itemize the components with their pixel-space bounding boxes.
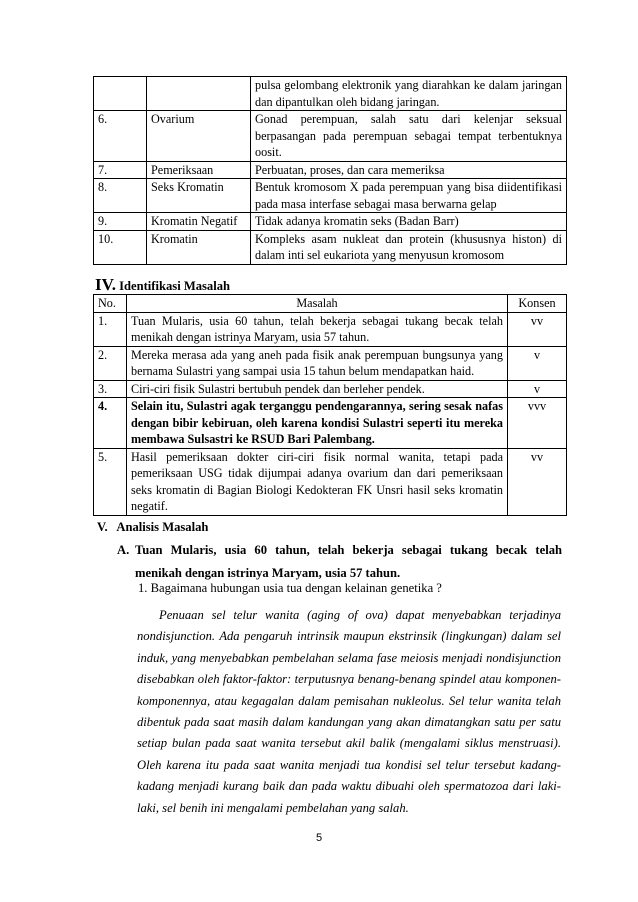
table-row (94, 448, 567, 515)
glossary-definition: pulsa gelombang elektronik yang diarahkan ke dalam jaringan dan dipantulkan oleh bidang jaringan. (251, 77, 567, 111)
glossary-no: 10. (94, 230, 147, 264)
column-header-masalah: Masalah (127, 295, 508, 313)
problem-konsen: v (508, 346, 567, 380)
glossary-definition: Gonad perempuan, salah satu dari kelenjar seksual berpasangan pada perempuan sebagai tempat terbentuknya oosit. (251, 111, 567, 162)
problem-konsen: vv (508, 448, 567, 515)
section-heading-identifikasi (95, 275, 230, 295)
problem-no: 3. (94, 380, 127, 398)
glossary-term: Seks Kromatin (147, 179, 251, 213)
glossary-definition: Perbuatan, proses, dan cara memeriksa (251, 161, 567, 179)
glossary-definition: Tidak adanya kromatin seks (Badan Barr) (251, 213, 567, 231)
table-header-row (94, 295, 567, 313)
table-row (94, 179, 567, 213)
problem-text: Mereka merasa ada yang aneh pada fisik anak perempuan bungsunya yang bernama Sulastri yang sampai usia 15 tahun belum mendapatkan haid. (127, 346, 508, 380)
column-header-no: No. (94, 295, 127, 313)
problem-text: Selain itu, Sulastri agak terganggu pendengarannya, sering sesak nafas dengan bibir kebiruan, oleh karena kondisi Sulastri seperti itu mereka membawa Sulsastri ke RSUD Bari Palembang. (127, 398, 508, 449)
problem-no: 5. (94, 448, 127, 515)
section-heading-analisis: V. Analisis Masalah (97, 520, 209, 534)
glossary-definition: Kompleks asam nukleat dan protein (khususnya histon) di dalam inti sel eukariota yang menyusun kromosom (251, 230, 567, 264)
table-row (94, 312, 567, 346)
glossary-term: Kromatin (147, 230, 251, 264)
table-row (94, 213, 567, 231)
problem-konsen: v (508, 380, 567, 398)
problem-text: Ciri-ciri fisik Sulastri bertubuh pendek dan berleher pendek. (127, 380, 508, 398)
glossary-term (147, 77, 251, 111)
glossary-no: 6. (94, 111, 147, 162)
glossary-no: 7. (94, 161, 147, 179)
problem-konsen: vvv (508, 398, 567, 449)
problems-table (93, 294, 567, 516)
table-row (94, 398, 567, 449)
section-title: Identifikasi Masalah (119, 279, 231, 293)
glossary-term: Ovarium (147, 111, 251, 162)
table-row (94, 230, 567, 264)
question-1: 1. Bagaimana hubungan usia tua dengan kelainan genetika ? (138, 581, 442, 595)
page-number: 5 (315, 832, 323, 844)
table-row (94, 380, 567, 398)
subsection-title: Tuan Mularis, usia 60 tahun, telah bekerja sebagai tukang becak telah menikah dengan istrinya Maryam, usia 57 tahun. (135, 543, 562, 580)
problem-no: 1. (94, 312, 127, 346)
glossary-no: 9. (94, 213, 147, 231)
problem-konsen: vv (508, 312, 567, 346)
answer-paragraph: Penuaan sel telur wanita (aging of ova) dapat menyebabkan terjadinya nondisjunction. Ada pengaruh intrinsik maupun ekstrinsik (lingkungan) dalam sel induk, yang menyebabkan pembelahan selama fase meiosis menjadi nondisjunction disebabkan oleh faktor-faktor: terputusnya benang-benang spindel atau komponen-komponennya, atau kegagalan dalam pemisahan nukleolus. Sel telur wanita telah dibentuk pada saat masih dalam kandungan yang akan dimatangkan satu per satu setiap bulan pada saat wanita tersebut akil balik (mengalami siklus menstruasi). Oleh karena itu pada saat wanita menjadi tua kondisi sel telur tersebut kadang-kadang menjadi kurang baik dan pada waktu dibuahi oleh spermatozoa dari laki-laki, sel benih ini mengalami pembelahan yang salah. (137, 608, 561, 815)
problem-text: Hasil pemeriksaan dokter ciri-ciri fisik normal wanita, tetapi pada pemeriksaan USG tidak dijumpai adanya ovarium dan dari pemeriksaan seks kromatin di Bagian Biologi Kedokteran FK Unsri hasil seks kromatin negatif. (127, 448, 508, 515)
problem-text: Tuan Mularis, usia 60 tahun, telah bekerja sebagai tukang becak telah menikah dengan istrinya Maryam, usia 57 tahun. (127, 312, 508, 346)
glossary-term: Pemeriksaan (147, 161, 251, 179)
glossary-term: Kromatin Negatif (147, 213, 251, 231)
problem-no: 4. (94, 398, 127, 449)
subsection-letter: A. (117, 543, 130, 557)
problem-no: 2. (94, 346, 127, 380)
table-row (94, 346, 567, 380)
glossary-definition: Bentuk kromosom X pada perempuan yang bisa diidentifikasi pada masa interfase sebagai masa berwarna gelap (251, 179, 567, 213)
table-row (94, 161, 567, 179)
glossary-no: 8. (94, 179, 147, 213)
section-number: IV. (95, 275, 116, 294)
table-row (94, 77, 567, 111)
glossary-table (93, 76, 567, 265)
glossary-no (94, 77, 147, 111)
table-row (94, 111, 567, 162)
column-header-konsen: Konsen (508, 295, 567, 313)
